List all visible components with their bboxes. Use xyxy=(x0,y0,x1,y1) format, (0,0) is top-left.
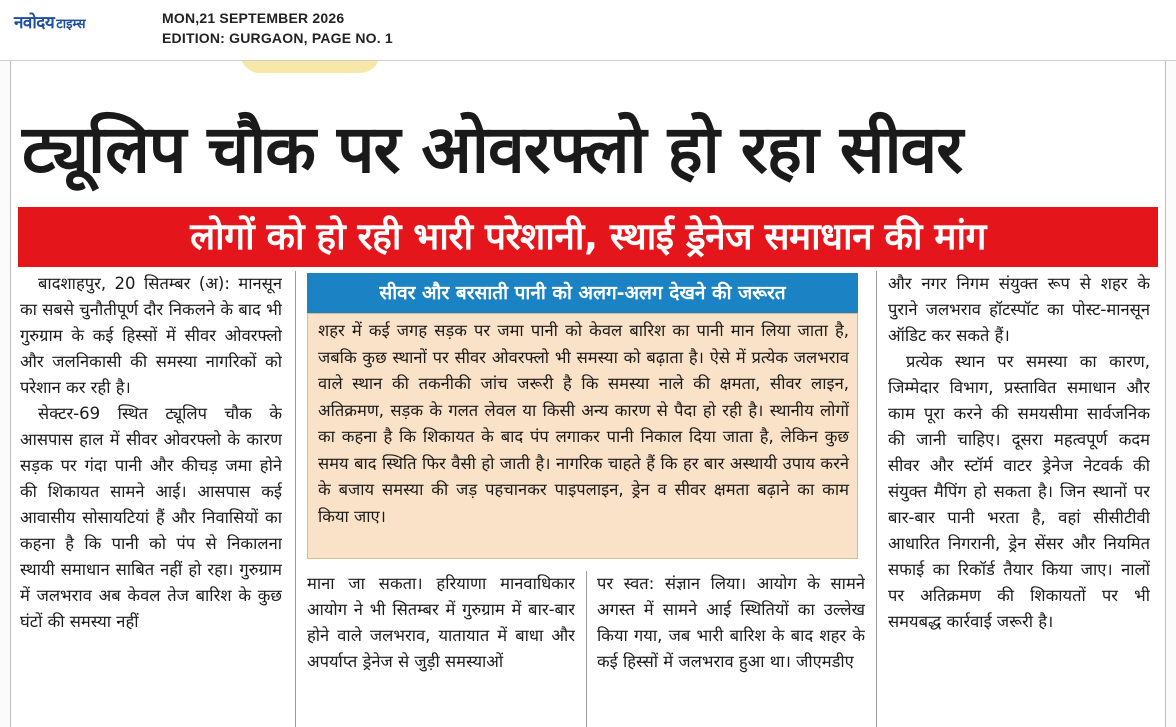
column-3-paragraph: पर स्वत: संज्ञान लिया। आयोग के सामने अगस्त में सामने आई स्थितियों का उल्लेख किया गया, जब भारी बारिश के बाद शहर के कई हिस्सों में जलभराव हुआ था। जीएमडीए xyxy=(597,574,865,671)
column-2-paragraph: माना जा सकता। हरियाणा मानवाधिकार आयोग ने भी सितम्बर में गुरुग्राम में बार-बार होने वाले जलभराव, यातायात में बाधा और अपर्याप्त ड्रेनेज से जुड़ी समस्याओं xyxy=(307,574,575,671)
sidebar-box-text: शहर में कई जगह सड़क पर जमा पानी को केवल बारिश का पानी मान लिया जाता है, जबकि कुछ स्थानों पर सीवर ओवरफ्लो भी समस्या को बढ़ाता है। ऐसे में प्रत्येक जलभराव वाले स्थान की तकनीकी जांच जरूरी है कि समस्या नाले की क्षमता, सीवर लाइन, अतिक्रमण, सड़क के गलत लेवल या किसी अन्य कारण से पैदा हो रही है। स्थानीय लोगों का कहना है कि शिकायत के बाद पंप लगाकर पानी निकाल दिया जाता है, लेकिन कुछ समय बाद स्थिति फिर वैसी हो जाती है। नागरिक चाहते हैं कि हर बार अस्थायी उपाय करने के बजाय समस्या की जड़ पहचानकर पाइपलाइन, ड्रेन व सीवर क्षमता बढ़ाने का काम किया जाए। xyxy=(307,313,858,559)
column-4-paragraph: प्रत्येक स्थान पर समस्या का कारण, जिम्मेदार विभाग, प्रस्तावित समाधान और काम पूरा करने की समयसीमा सार्वजनिक की जानी चाहिए। दूसरा महत्वपूर्ण कदम सीवर और स्टॉर्म वाटर ड्रेनेज नेटवर्क की संयुक्त मैपिंग हो सकता है। जिन स्थानों पर बार-बार पानी भरता है, वहां सीसीटीवी आधारित निगरानी, ड्रेन सेंसर और नियमित सफाई का रिकॉर्ड तैयार किया जाए। नालों पर अतिक्रमण की शिकायतों पर भी समयबद्ध कार्रवाई जरूरी है। xyxy=(888,352,1150,631)
logo-main-text: नवोदय xyxy=(14,13,55,33)
sidebar-box-title: सीवर और बरसाती पानी को अलग-अलग देखने की जरूरत xyxy=(307,273,858,313)
column-divider xyxy=(295,271,296,727)
headline: ट्यूलिप चौक पर ओवरफ्लो हो रहा सीवर xyxy=(22,111,963,188)
column-2 xyxy=(307,571,575,727)
page-edge-left xyxy=(0,61,11,727)
column-divider xyxy=(876,271,877,727)
column-3 xyxy=(597,571,865,727)
column-4 xyxy=(888,271,1150,727)
newspaper-page xyxy=(0,61,1176,727)
photo-fragment xyxy=(240,61,380,73)
viewer-header xyxy=(0,0,1176,61)
newspaper-logo[interactable] xyxy=(14,10,86,33)
column-1-paragraph: सेक्टर-69 स्थित ट्यूलिप चौक के आसपास हाल में सीवर ओवरफ्लो के कारण सड़क पर गंदा पानी और कीचड़ जमा होने की शिकायत सामने आई। आसपास कई आवासीय सोसायटियां हैं और निवासियों का कहना है कि पानी को पंप से निकालना स्थायी समाधान साबित नहीं हो रहा। गुरुग्राम में जलभराव अब केवल तेज बारिश के कुछ घंटों की समस्या नहीं xyxy=(20,404,282,631)
edition-page-info: EDITION: GURGAON, PAGE NO. 1 xyxy=(162,30,393,46)
page-edge-right xyxy=(1165,61,1176,727)
column-1-paragraph: बादशाहपुर, 20 सितम्बर (अ): मानसून का सबसे चुनौतीपूर्ण दौर निकलने के बाद भी गुरुग्राम के कई हिस्सों में सीवर ओवरफ्लो और जलनिकासी की समस्या नागरिकों को परेशान कर रही है। xyxy=(20,274,282,397)
subheadline-banner: लोगों को हो रही भारी परेशानी, स्थाई ड्रेनेज समाधान की मांग xyxy=(18,207,1158,267)
column-divider xyxy=(586,571,587,727)
column-4-paragraph: और नगर निगम संयुक्त रूप से शहर के पुराने जलभराव हॉटस्पॉट का पोस्ट-मानसून ऑडिट कर सकते हैं। xyxy=(888,274,1150,345)
issue-date: MON,21 SEPTEMBER 2026 xyxy=(162,10,345,26)
column-1 xyxy=(20,271,282,727)
logo-sub-text: टाइम्स xyxy=(56,17,86,32)
